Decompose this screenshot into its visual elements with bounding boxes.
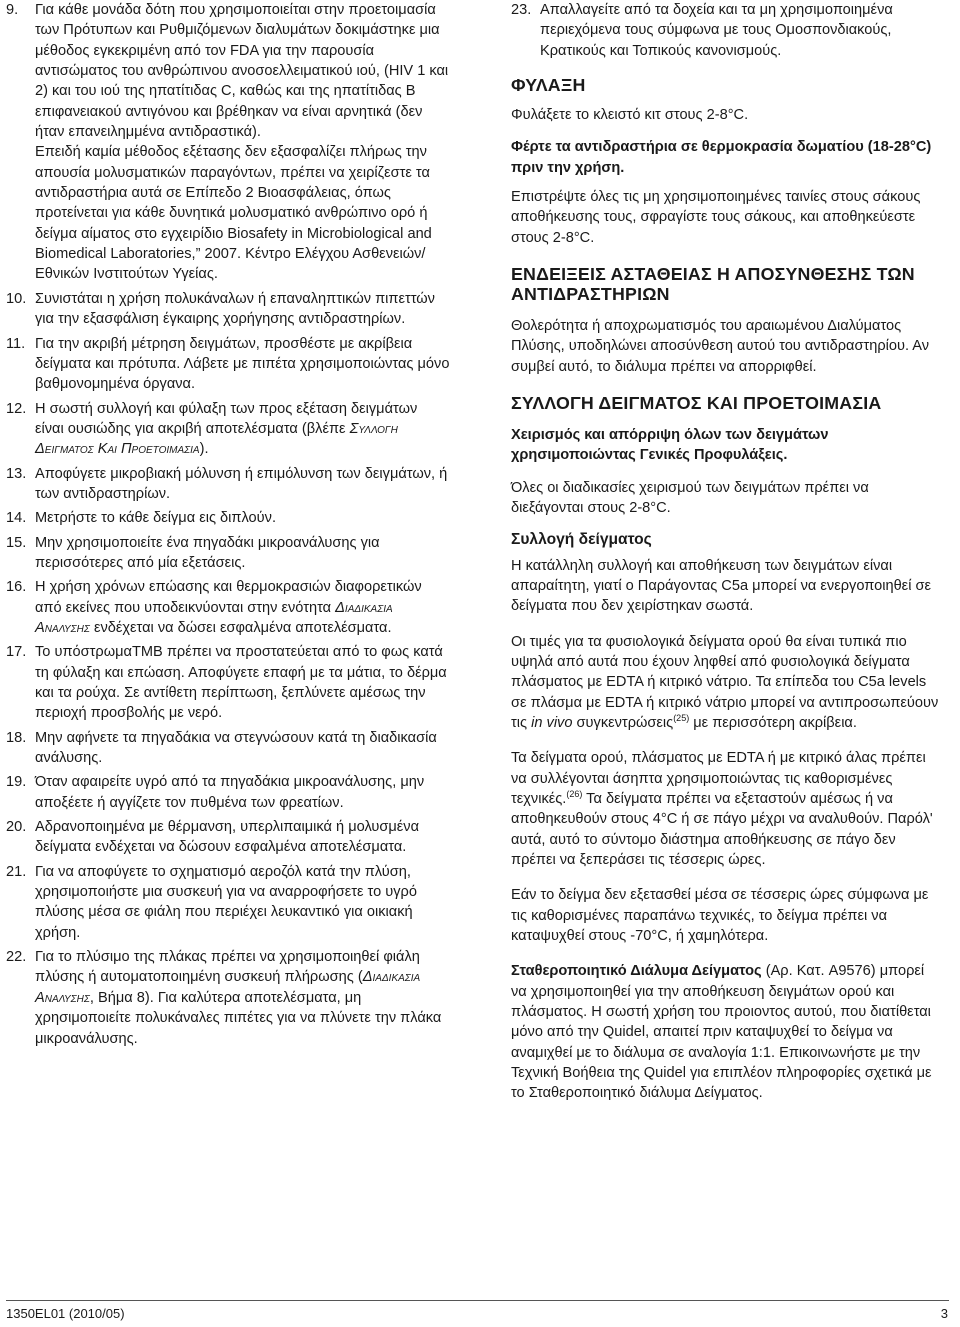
item-text: Μετρήστε το κάθε δείγμα εις διπλούν. <box>35 510 277 527</box>
list-item-11 <box>6 334 450 395</box>
item-text: Μην χρησιμοποιείτε ένα πηγαδάκι μικροανάλυσης για περισσότερες από μία εξετάσεις. <box>35 534 380 571</box>
section-reference: Διαδικασια Αναλυσης <box>35 969 421 1006</box>
item-number: 11. <box>6 335 26 352</box>
storage-paragraph-1: Φυλάξετε το κλειστό κιτ στους 2-8°C. <box>511 107 749 124</box>
list-item-9 <box>6 0 450 285</box>
collection-bold-paragraph: Χειρισμός και απόρριψη όλων των δειγμάτων χρησιμοποιώντας Γενικές Προφυλάξεις. <box>511 427 829 464</box>
item-number: 17. <box>6 644 27 661</box>
item-number: 18. <box>6 729 27 746</box>
item-text: Όταν αφαιρείτε υγρό από τα πηγαδάκια μικροανάλυσης, μην αποξέετε ή αγγίζετε τον πυθμένα των φρεατίων. <box>35 774 425 811</box>
list-item-17 <box>6 642 450 723</box>
item-number: 20. <box>6 819 27 836</box>
item-text: Μην αφήνετε τα πηγαδάκια να στεγνώσουν κατά τη διαδικασία ανάλυσης. <box>35 729 437 767</box>
item-number: 19. <box>6 774 27 791</box>
item-number: 23. <box>511 2 532 18</box>
document-code: 1350EL01 (2010/05) <box>6 1306 125 1321</box>
item-text: Αποφύγετε μικροβιακή μόλυνση ή επιμόλυνση των δειγμάτων, ή των αντιδραστηρίων. <box>35 465 448 502</box>
item-text <box>35 399 450 460</box>
reference-superscript: (25) <box>673 713 690 724</box>
item-text <box>35 577 450 638</box>
list-item-23 <box>511 0 943 61</box>
item-number: 22. <box>6 949 27 966</box>
item-number: 15. <box>6 534 27 551</box>
list-item-19 <box>6 772 450 813</box>
item-text: Αδρανοποιημένα με θέρμανση, υπερλιπαιμικά ή μολυσμένα δείγματα ενδέχεται να δώσουν εσφαλμένα αποτελέσματα. <box>35 819 420 856</box>
item-number: 10. <box>6 290 27 307</box>
sample-paragraph-1: Η κατάλληλη συλλογή και αποθήκευση των δειγμάτων είναι απαραίτητη, γιατί ο Παράγοντας C5a μπορεί να ενεργοποιηθεί σε δείγματα που δεν χειρίστηκαν σωστά. <box>511 557 931 615</box>
item-12-text-pre: Η σωστή συλλογή και φύλαξη των προς εξέταση δειγμάτων είναι ουσιώδης για ακριβή αποτελέσματα (βλέπε <box>35 400 418 437</box>
stabilizer-text: (Αρ. Κατ. A9576) μπορεί να χρησιμοποιηθεί για την αποθήκευση δειγμάτων ορού και πλάσματος. Η σωστή χρήση του προιοντος αυτού, που διατίθεται μόνο από την Quidel, απαιτεί πριν καταψυχθεί το δείγμα να αναμιχθεί με το διάλυμα σε αναλογία 1:1. Επικοινωνήστε με την Τεχνική Βοήθεια της Quidel για επιπλέον πληροφορίες σχετικά με το Σταθεροποιητικό διάλυμα Δείγματος. <box>511 963 932 1102</box>
item-number: 12. <box>6 400 27 417</box>
item-22-text-pre: Για το πλύσιμο της πλάκας πρέπει να χρησιμοποιηθεί φιάλη πλύσης ή αυτοματοποιημένη συσκευή πλήρωσης ( <box>35 949 420 986</box>
list-item-12 <box>6 399 450 460</box>
sample-paragraph-3 <box>511 748 943 870</box>
in-vivo-text: in vivo <box>531 714 573 731</box>
sample-p3-text-b: Τα δείγματα πρέπει να εξεταστούν αμέσως ή να αποθηκευθούν στους 4°C ή σε πάγο μέχρι να αναλυθούν. Παρόλ' αυτά, αυτό το σύντομο διάστημα αποθήκευσης σε πάγο δεν πρέπει να ξεπεράσει τις τέσσερις ώρες. <box>511 790 933 868</box>
sample-paragraph-4: Εάν το δείγμα δεν εξετασθεί μέσα σε τέσσερις ώρες σύμφωνα με τις καθορισμένες παραπάνω τεχνικές, το δείγμα πρέπει να καταψυχθεί στους -70°C, ή χαμηλότερα. <box>511 887 929 944</box>
stabilizer-bold-text: Σταθεροποιητικό Διάλυμα Δείγματος <box>511 963 762 980</box>
item-22-text-post: , Βήμα 8). Για καλύτερα αποτελέσματα, μη χρησιμοποιείτε πολυκάναλες πιπέτες για να πλύνετε την πλάκα μικροανάλυσης. <box>35 989 442 1047</box>
list-item-22 <box>6 947 450 1049</box>
sample-paragraph-2 <box>511 632 943 734</box>
list-item-20 <box>6 817 450 858</box>
list-item-21 <box>6 862 450 943</box>
item-16-text-post: ενδέχεται να δώσει εσφαλμένα αποτελέσματα. <box>89 619 392 636</box>
sample-p2-text-a: Οι τιμές για τα φυσιολογικά δείγματα ορού θα είναι τυπικά πιο υψηλά από αυτά που έχουν ληφθεί από φυσιολογικά δείγματα πλάσματος με EDTA ή κιτρικό νάτριο. Τα επίπεδα του C5a levels σε πλάσμα με EDTA ή κιτρικό νάτριο μπορεί να αντιπροσωπεύουν τις <box>511 633 939 731</box>
item-number: 16. <box>6 579 27 596</box>
item-text: Απαλλαγείτε από τα δοχεία και τα μη χρησιμοποιημένα περιεχόμενα τους σύμφωνα με τους Ομοσπονδιακούς, Κρατικούς και Τοπικούς κανονισμούς. <box>540 2 893 59</box>
collection-heading: ΣΥΛΛΟΓΗ ΔΕΙΓΜΑΤΟΣ ΚΑΙ ΠΡΟΕΤΟΙΜΑΣΙΑ <box>511 393 882 414</box>
item-number: 13. <box>6 465 27 482</box>
reference-superscript: (26) <box>566 789 583 800</box>
item-text: Για την ακριβή μέτρηση δειγμάτων, προσθέστε με ακρίβεια δείγματα και πρότυπα. Λάβετε με πιπέτα χρησιμοποιώντας μόνο βαθμονομημένα όργανα. <box>35 335 450 393</box>
instability-paragraph: Θολερότητα ή αποχρωματισμός του αραιωμένου Διαλύματος Πλύσης, υποδηλώνει αποσύνθεση αυτού του αντιδραστηρίου. Αν συμβεί αυτό, το διάλυμα πρέπει να απορριφθεί. <box>511 318 930 375</box>
list-item-18 <box>6 728 450 769</box>
list-item-16 <box>6 577 450 638</box>
list-item-10 <box>6 289 450 330</box>
section-reference: Συλλογη Δειγματος Και Προετοιμασια <box>35 420 398 458</box>
sample-p2-text-c: με περισσότερη ακρίβεια. <box>689 714 857 731</box>
sample-heading: Συλλογή δείγματος <box>511 530 652 548</box>
storage-paragraph-3: Επιστρέψτε όλες τις μη χρησιμοποιημένες ταινίες στους σάκους αποθήκευσης τους, σφραγίστε τους σάκους, και αποθηκεύεστε στους 2-8°C. <box>511 189 921 246</box>
item-number: 21. <box>6 863 27 880</box>
item-16-text-pre: Η χρήση χρόνων επώασης και θερμοκρασιών διαφορετικών από εκείνες που υποδεικνύονται στην ενότητα <box>35 579 422 616</box>
item-number: 9. <box>6 2 19 18</box>
sample-p3-text-a: Τα δείγματα ορού, πλάσματος με EDTA ή με κιτρικό άλας πρέπει να συλλέγονται άσηπτα χρησιμοποιώντας τις καθορισμένες τεχνικές. <box>511 750 926 807</box>
list-item-14 <box>6 508 450 528</box>
storage-paragraph-2: Φέρτε τα αντιδραστήρια σε θερμοκρασία δωματίου (18-28°C) πριν την χρήση. <box>511 139 932 176</box>
collection-paragraph: Όλες οι διαδικασίες χειρισμού των δειγμάτων πρέπει να διεξάγονται στους 2-8°C. <box>511 479 869 517</box>
item-text: Για να αποφύγετε το σχηματισμό αεροζόλ κατά την πλύση, χρησιμοποιήστε μια συσκευή για να αναρροφήσετε το υγρό πλύσης μέσα σε φιάλη που περιέχει λευκαντικό για οικιακή χρήση. <box>35 863 417 941</box>
item-12-text-post: ). <box>199 441 209 458</box>
footer-divider <box>6 1300 949 1301</box>
page-number: 3 <box>940 1306 948 1321</box>
stabilizer-paragraph <box>511 961 943 1103</box>
right-column <box>511 0 943 1104</box>
item-text: Το υπόστρωμαTMB πρέπει να προστατεύεται από το φως κατά τη φύλαξη και επώαση. Αποφύγετε επαφή με τα μάτια, το δέρμα και τα ρούχα. Σε αντίθετη περίπτωση, ξεπλύνετε αμέσως την περιοχή προσβολής με νερό. <box>35 644 447 722</box>
item-number: 14. <box>6 510 27 527</box>
list-item-15 <box>6 533 450 574</box>
storage-heading: ΦΥΛΑΞΗ <box>511 75 586 96</box>
left-column <box>6 0 450 1053</box>
list-item-13 <box>6 464 450 505</box>
item-9-paragraph-1: Για κάθε μονάδα δότη που χρησιμοποιείται στην προετοιμασία των Πρότυπων και Ρυθμιζόμενων διαλυμάτων δοκιμάστηκε μια μέθοδος εγκεκριμένη από τον FDA για την παρουσία αντισώματος του ανθρώπινου ανοσοελλειματικού ιού, (HIV 1 και 2) και του ιού της ηπατίτιδας C, καθώς και της ηπατίτιδας B επιφανειακού αντιγόνου και βρέθηκαν να είναι αρνητικά (δεν ήταν επανειλημμένα αντιδραστικά). <box>35 2 449 141</box>
sample-p2-text-b: συγκεντρώσεις <box>572 714 674 731</box>
section-reference: Διαδικασια Αναλυσης <box>35 599 393 636</box>
item-text: Συνιστάται η χρήση πολυκάναλων ή επαναληπτικών πιπεττών για την εξασφάλιση έγκαιρης χορήγησης αντιδραστηρίων. <box>35 290 435 328</box>
item-9-paragraph-2: Επειδή καμία μέθοδος εξέτασης δεν εξασφαλίζει πλήρως την απουσία μολυσματικών παραγόντων, πρέπει να χειρίζεστε τα αντιδραστήρια αυτά σε Επίπεδο 2 Βιοασφάλειας, όπως προτείνεται για κάθε δυνητικά μολυσματικό ανθρώπινο ορό ή δείγμα αίματος στο εγχειρίδιο Biosafety in Microbiological and Biomedical Laboratories,” 2007. Κέντρο Ελέγχου Ασθενειών/Εθνικών Ινστιτούτων Υγείας. <box>35 144 432 283</box>
item-text <box>35 947 450 1049</box>
instability-heading: ΕΝΔΕΙΞΕΙΣ ΑΣΤΑΘΕΙΑΣ Η ΑΠΟΣΥΝΘΕΣΗΣ ΤΩΝ ΑΝΤΙΔΡΑΣΤΗΡΙΩΝ <box>511 264 915 305</box>
